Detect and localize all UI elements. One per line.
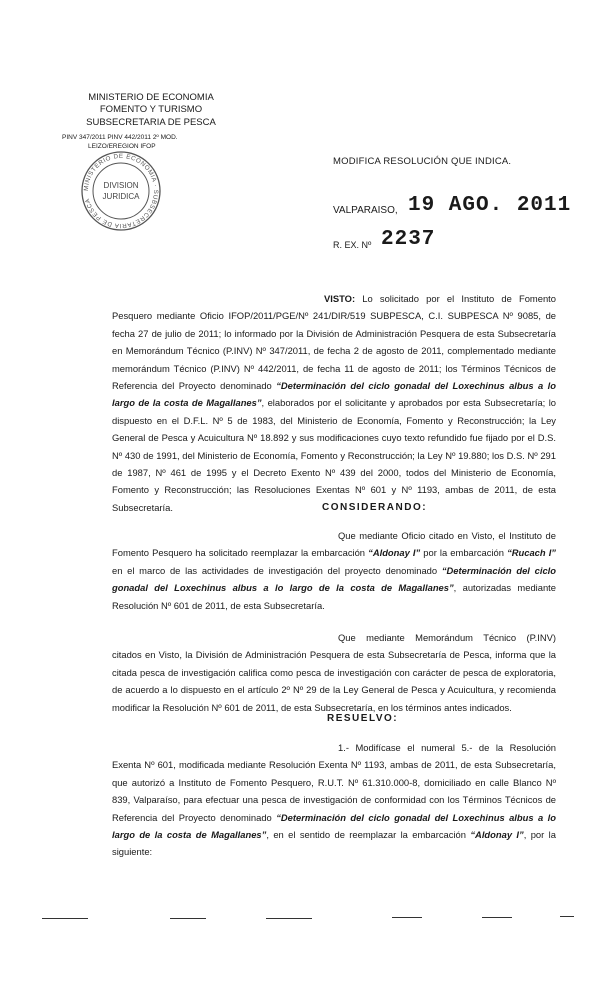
subsecretaria-name: SUBSECRETARIA DE PESCA xyxy=(86,117,216,128)
stamp-line-2: JURIDICA xyxy=(102,192,140,201)
considerando-paragraph-2: Que mediante Memorándum Técnico (P.INV) citados en Visto, la División de Administración Pesquera de esta Subsecretaría de Pesca, informa que la citada pesca de investigación califica como pesca de investigación con carácter de pesca de exploratoria, de acuerdo a lo dispuesto en el artículo 2º Nº 29 de la Ley General de Pesca y Acuicultura, y recomienda modificar la Resolución Nº 601 de 2011, de esta Subsecretaría, en los términos antes indicados. xyxy=(112,632,556,713)
ministry-subtitle: FOMENTO Y TURISMO xyxy=(99,104,203,115)
resolution-title: MODIFICA RESOLUCIÓN QUE INDICA. xyxy=(333,156,512,167)
initial-rule xyxy=(170,918,206,919)
resuelvo-heading: RESUELVO: xyxy=(327,713,399,724)
stamp-line-1: DIVISION xyxy=(103,181,139,190)
considerando-heading: CONSIDERANDO: xyxy=(322,502,428,513)
svg-text:MINISTERIO DE ECONOMIA · SUBSE: MINISTERIO DE ECONOMIA · SUBSECRETARIA DE PESCA xyxy=(82,152,160,230)
vessel-old: “Aldonay I” xyxy=(368,547,421,559)
rex-label: R. EX. Nº xyxy=(333,240,372,250)
initial-rule xyxy=(560,916,574,917)
project-name: “Determinación del ciclo gonadal del Loxechinus albus a lo largo de la costa de Magallanes” xyxy=(112,380,556,409)
initial-rule xyxy=(42,918,88,919)
reference-line-1: PINV 347/2011 PINV 442/2011 2º MOD. xyxy=(62,134,178,141)
vessel-old: “Aldonay I” xyxy=(470,829,524,841)
project-name: “Determinación del ciclo gonadal del Loxechinus albus a lo largo de la costa de Magallanes” xyxy=(112,811,556,841)
considerando-paragraph-1: Que mediante Oficio citado en Visto, el Instituto de Fomento Pesquero ha solicitado reemplazar la embarcación “Aldonay I” por la embarcación “Rucach I” en el marco de las actividades de investigación del proyecto denominado “Determinación del ciclo gonadal del Loxechinus albus a lo largo de la costa de Magallanes”, autorizadas mediante Resolución Nº 601 de 2011, de esta Subsecretaría. xyxy=(112,530,556,611)
resuelvo-paragraph-1: 1.- Modifícase el numeral 5.- de la Resolución Exenta Nº 601, modificada mediante Resolución Exenta Nº 1193, ambas de 2011, de esta Subsecretaría, que autorizó a Instituto de Fomento Pesquero, R.U.T. Nº 61.310.000-8, domiciliado en calle Blanco Nº 839, Valparaíso, para efectuar una pesca de investigación de conformidad con los Términos Técnicos de Referencia del Proyecto denominado “Determinación del ciclo gonadal del Loxechinus albus a lo largo de la costa de Magallanes”, en el sentido de reemplazar la embarcación “Aldonay I”, por la siguiente: xyxy=(112,742,556,858)
resolution-date: 19 AGO. 2011 xyxy=(408,194,572,217)
visto-paragraph: VISTO: Lo solicitado por el Instituto de Fomento Pesquero mediante Oficio IFOP/2011/PGE/Nº 241/DIR/519 SUBPESCA, C.I. SUBPESCA Nº 9085, de fecha 27 de julio de 2011; lo informado por la División de Administración Pesquera de esta Subsecretaría en Memorándum Técnico (P.INV) Nº 347/2011, de fecha 2 de agosto de 2011, complementado mediante memorándum Técnico (P.INV) Nº 442/2011, de fecha 11 de agosto de 2011; los Términos Técnicos de Referencia del Proyecto denominado “Determinación del ciclo gonadal del Loxechinus albus a lo largo de la costa de Magallanes”, elaborados por el solicitante y aprobados por esta Subsecretaría; lo dispuesto en el D.F.L. Nº 5 de 1983, del Ministerio de Economía, Fomento y Reconstrucción; la Ley General de Pesca y Acuicultura Nº 18.892 y sus modificaciones cuyo texto refundido fue fijado por el D.S. Nº 430 de 1991, del Ministerio de Economía, Fomento y Reconstrucción; la Ley Nº 19.880; los D.S. Nº 291 de 1987, Nº 461 de 1995 y el Decreto Exento Nº 439 del 2000, todos del Ministerio de Economía, Fomento y Reconstrucción; las Resoluciones Exentas Nº 601 y Nº 1193, ambas de 2011, de esta Subsecretaría. xyxy=(112,293,556,513)
place-label: VALPARAISO, xyxy=(333,205,398,216)
project-name: “Determinación del ciclo gonadal del Loxechinus albus a lo largo de la costa de Magallanes” xyxy=(112,564,556,594)
visto-lead: VISTO: xyxy=(324,293,356,304)
initial-rule xyxy=(482,917,512,918)
reference-line-2: LEIZO/EREGION IFOP xyxy=(88,143,156,150)
vessel-new: “Rucach I” xyxy=(507,547,556,559)
initial-rule xyxy=(392,917,422,918)
initial-rule xyxy=(266,918,312,919)
ministry-name: MINISTERIO DE ECONOMIA xyxy=(88,92,214,103)
rex-number: 2237 xyxy=(381,228,436,251)
juridica-stamp xyxy=(80,150,162,232)
reference-codes xyxy=(62,133,178,151)
